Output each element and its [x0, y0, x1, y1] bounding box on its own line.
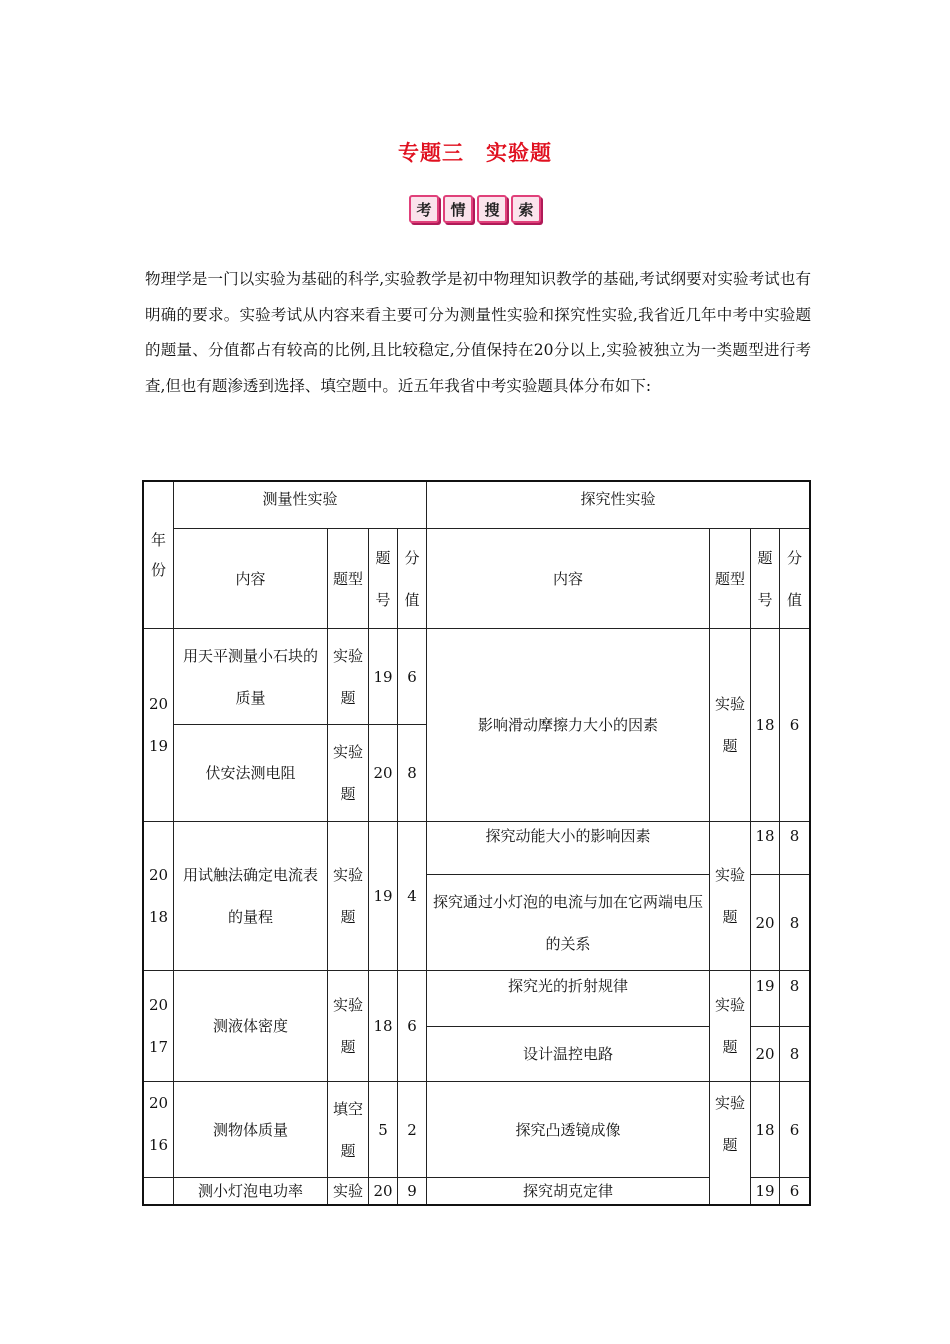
explore-number-cell: 19 — [751, 1178, 780, 1205]
explore-number-cell: 20 — [751, 875, 780, 971]
measure-number-cell: 20 — [369, 1178, 398, 1205]
measure-number-cell: 19 — [369, 822, 398, 971]
explore-content-cell: 探究凸透镜成像 — [427, 1082, 710, 1178]
explore-number-cell: 18 — [751, 822, 780, 875]
explore-type-cell: 实验题 — [710, 822, 751, 971]
measure-content-cell: 测物体质量 — [174, 1082, 328, 1178]
table-row — [144, 971, 810, 1027]
explore-score-cell: 6 — [780, 1178, 810, 1205]
explore-number-cell: 18 — [751, 1082, 780, 1178]
explore-score-cell: 8 — [780, 1027, 810, 1082]
table-row — [144, 629, 810, 725]
explore-number-cell: 20 — [751, 1027, 780, 1082]
table-row — [144, 1082, 810, 1178]
badge-char: 搜 — [477, 195, 507, 223]
explore-score-cell: 6 — [780, 629, 810, 822]
measure-type-cell: 实验题 — [328, 822, 369, 971]
explore-score-cell: 8 — [780, 875, 810, 971]
measure-number-cell: 5 — [369, 1082, 398, 1178]
measure-number-cell: 20 — [369, 725, 398, 822]
badge-char: 考 — [409, 195, 439, 223]
year-cell: 2018 — [144, 822, 174, 971]
explore-number-cell: 19 — [751, 971, 780, 1027]
explore-score-cell: 8 — [780, 822, 810, 875]
explore-score-cell: 8 — [780, 971, 810, 1027]
intro-paragraph: 物理学是一门以实验为基础的科学,实验教学是初中物理知识教学的基础,考试纲要对实验考试也有明确的要求。实验考试从内容来看主要可分为测量性实验和探究性实验,我省近几年中考中实验题的题量、分值都占有较高的比例,且比较稳定,分值保持在20分以上,实验被独立为一类题型进行考查,但也有题渗透到选择、填空题中。近五年我省中考实验题具体分布如下: — [145, 270, 811, 395]
explore-content-cell: 探究光的折射规律 — [427, 971, 710, 1027]
page-title: 专题三 实验题 — [398, 141, 552, 165]
explore-content-cell: 设计温控电路 — [427, 1027, 710, 1082]
measure-score-cell: 9 — [398, 1178, 427, 1205]
header-row-groups — [144, 482, 810, 529]
year-header: 年份 — [144, 482, 174, 629]
measure-number-cell: 19 — [369, 629, 398, 725]
measure-group-header: 测量性实验 — [174, 482, 427, 529]
section-badge-row — [0, 195, 950, 223]
explore-content-cell: 探究胡克定律 — [427, 1178, 710, 1205]
explore-content-cell: 探究通过小灯泡的电流与加在它两端电压的关系 — [427, 875, 710, 971]
measure-content-header: 内容 — [174, 529, 328, 629]
measure-type-cell: 实验题 — [328, 725, 369, 822]
measure-content-cell: 伏安法测电阻 — [174, 725, 328, 822]
explore-type-cell: 实验题 — [710, 971, 751, 1082]
table-row — [144, 822, 810, 875]
experiment-distribution-table — [143, 481, 810, 1205]
explore-type-cell: 实验题 — [710, 629, 751, 822]
measure-type-cell: 实验 — [328, 1178, 369, 1205]
measure-score-cell: 8 — [398, 725, 427, 822]
year-cell: 2019 — [144, 629, 174, 822]
explore-number-cell: 18 — [751, 629, 780, 822]
explore-score-header: 分值 — [780, 529, 810, 629]
measure-content-cell: 用天平测量小石块的质量 — [174, 629, 328, 725]
year-cell: 2016 — [144, 1082, 174, 1178]
measure-score-cell: 2 — [398, 1082, 427, 1178]
year-cell-empty — [144, 1178, 174, 1205]
measure-type-cell: 实验题 — [328, 629, 369, 725]
badge-char: 情 — [443, 195, 473, 223]
measure-content-cell: 测液体密度 — [174, 971, 328, 1082]
header-row-columns — [144, 529, 810, 629]
measure-content-cell: 用试触法确定电流表的量程 — [174, 822, 328, 971]
measure-score-header: 分值 — [398, 529, 427, 629]
badge-char: 索 — [511, 195, 541, 223]
explore-score-cell: 6 — [780, 1082, 810, 1178]
explore-content-cell: 探究动能大小的影响因素 — [427, 822, 710, 875]
explore-content-header: 内容 — [427, 529, 710, 629]
year-cell: 2017 — [144, 971, 174, 1082]
explore-number-header: 题号 — [751, 529, 780, 629]
measure-score-cell: 4 — [398, 822, 427, 971]
explore-type-header: 题型 — [710, 529, 751, 629]
measure-score-cell: 6 — [398, 629, 427, 725]
measure-type-header: 题型 — [328, 529, 369, 629]
explore-type-cell: 实验题 — [710, 1082, 751, 1205]
measure-content-cell: 测小灯泡电功率 — [174, 1178, 328, 1205]
explore-content-cell: 影响滑动摩擦力大小的因素 — [427, 629, 710, 822]
measure-number-header: 题号 — [369, 529, 398, 629]
measure-number-cell: 18 — [369, 971, 398, 1082]
measure-type-cell: 填空题 — [328, 1082, 369, 1178]
measure-score-cell: 6 — [398, 971, 427, 1082]
explore-group-header: 探究性实验 — [427, 482, 810, 529]
measure-type-cell: 实验题 — [328, 971, 369, 1082]
